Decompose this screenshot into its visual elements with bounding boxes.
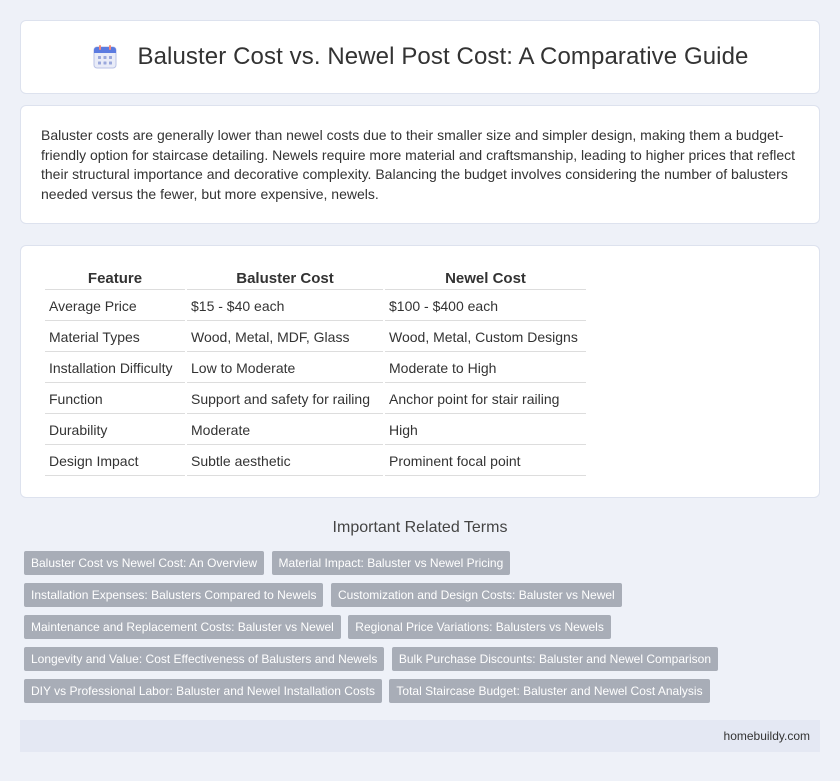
table-row [45,416,586,445]
related-term-tag[interactable]: Customization and Design Costs: Baluster vs Newel [331,583,622,607]
table-cell: Anchor point for stair railing [385,385,586,414]
table-row [45,385,586,414]
related-term-tag[interactable]: Bulk Purchase Discounts: Baluster and Newel Comparison [392,647,718,671]
related-term-tag[interactable]: Installation Expenses: Balusters Compared to Newels [24,583,323,607]
table-cell: Design Impact [45,447,185,476]
table-cell: Wood, Metal, MDF, Glass [187,323,383,352]
related-term-tag[interactable]: Baluster Cost vs Newel Cost: An Overview [24,551,264,575]
table-row [45,447,586,476]
table-cell: Subtle aesthetic [187,447,383,476]
calendar-icon [92,44,118,70]
comparison-table [43,266,588,478]
footer [20,720,820,752]
page-title: Baluster Cost vs. Newel Post Cost: A Comparative Guide [137,43,749,70]
table-cell: Low to Moderate [187,354,383,383]
table-cell: Support and safety for railing [187,385,383,414]
header-baluster-cost: Baluster Cost [187,268,383,290]
table-cell: Installation Difficulty [45,354,185,383]
related-terms-list [20,551,820,711]
table-cell: $15 - $40 each [187,292,383,321]
related-terms-title: Important Related Terms [332,519,508,536]
table-row [45,292,586,321]
related-term-tag[interactable]: Total Staircase Budget: Baluster and Newel Cost Analysis [389,679,709,703]
table-cell: Durability [45,416,185,445]
footer-site[interactable]: homebuildy.com [723,729,810,743]
related-term-tag[interactable]: Longevity and Value: Cost Effectiveness of Balusters and Newels [24,647,384,671]
header-newel-cost: Newel Cost [385,268,586,290]
table-cell: High [385,416,586,445]
page-header [20,20,820,94]
table-cell: Function [45,385,185,414]
comparison-section [20,245,820,498]
related-term-tag[interactable]: DIY vs Professional Labor: Baluster and Newel Installation Costs [24,679,382,703]
related-term-tag[interactable]: Regional Price Variations: Balusters vs Newels [348,615,611,639]
table-cell: Prominent focal point [385,447,586,476]
table-row [45,354,586,383]
table-cell: Moderate [187,416,383,445]
header-feature: Feature [45,268,185,290]
table-cell: Moderate to High [385,354,586,383]
table-cell: Material Types [45,323,185,352]
related-term-tag[interactable]: Material Impact: Baluster vs Newel Pricing [272,551,511,575]
intro-section [20,105,820,224]
related-term-tag[interactable]: Maintenance and Replacement Costs: Baluster vs Newel [24,615,341,639]
table-row [45,323,586,352]
intro-paragraph: Baluster costs are generally lower than newel costs due to their smaller size and simpler design, making them a budget-friendly option for staircase detailing. Newels require more material and craftsmanship, leading to higher prices that reflect their structural importance and decorative complexity. Balancing the budget involves considering the number of balusters needed versus the fewer, but more expensive, newels. [41,127,796,202]
table-cell: $100 - $400 each [385,292,586,321]
table-header-row [45,268,586,290]
table-cell: Wood, Metal, Custom Designs [385,323,586,352]
table-cell: Average Price [45,292,185,321]
